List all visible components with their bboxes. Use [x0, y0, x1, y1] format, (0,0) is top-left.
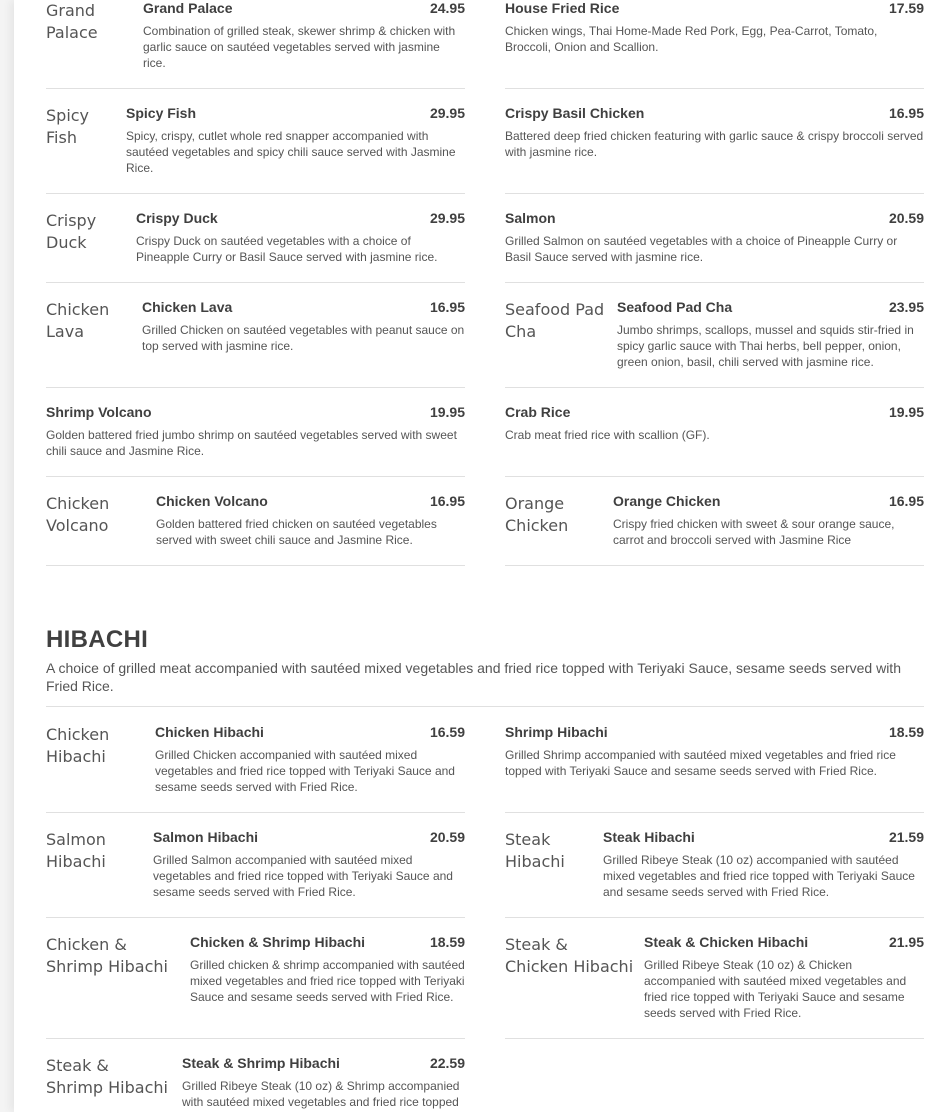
menu-item[interactable]	[46, 299, 465, 388]
dish-description: Grilled Ribeye Steak (10 oz) & Shrimp accompanied with sautéed mixed vegetables and fried rice topped	[182, 1079, 460, 1109]
dish-name: Steak & Shrimp Hibachi	[182, 1055, 340, 1071]
dish-price: 29.95	[429, 210, 465, 226]
dish-price: 20.59	[888, 210, 924, 226]
dish-name: Orange Chicken	[613, 493, 721, 509]
dish-price: 29.95	[429, 105, 465, 121]
dish-image: Crispy Duck	[46, 211, 97, 252]
dish-name: Steak Hibachi	[603, 829, 695, 845]
menu-item[interactable]	[505, 0, 924, 89]
dish-name: Spicy Fish	[126, 105, 197, 121]
dish-description: Combination of grilled steak, skewer shrimp & chicken with garlic sauce on sautéed vegetables served with jasmine rice.	[143, 24, 456, 70]
menu-item[interactable]	[46, 934, 465, 1039]
dish-image: Grand Palace	[46, 1, 98, 42]
menu-item[interactable]	[505, 105, 924, 194]
dish-name: Steak & Chicken Hibachi	[644, 934, 809, 950]
menu-item[interactable]	[505, 493, 924, 566]
dish-description: Crispy Duck on sautéed vegetables with a choice of Pineapple Curry or Basil Sauce served with jasmine rice.	[136, 234, 438, 264]
menu-item[interactable]	[46, 105, 465, 194]
dish-description: Chicken wings, Thai Home-Made Red Pork, Egg, Pea-Carrot, Tomato, Broccoli, Onion and Scallion.	[505, 24, 878, 54]
dish-image: Steak & Shrimp Hibachi	[46, 1056, 168, 1097]
dish-image: Seafood Pad Cha	[505, 300, 605, 341]
dish-description: Golden battered fried jumbo shrimp on sautéed vegetables served with sweet chili sauce and Jasmine Rice.	[46, 428, 457, 458]
dish-description: Grilled Ribeye Steak (10 oz) & Chicken accompanied with sautéed mixed vegetables and fried rice topped with Teriyaki Sauce and sesame seeds served with Fried Rice.	[644, 958, 907, 1020]
menu-item[interactable]	[46, 210, 465, 283]
dish-name: Grand Palace	[143, 0, 233, 16]
menu-item[interactable]	[46, 404, 465, 477]
dish-name: Shrimp Hibachi	[505, 724, 608, 740]
dish-name: House Fried Rice	[505, 0, 620, 16]
dish-name: Chicken Hibachi	[155, 724, 264, 740]
dish-description: Grilled Chicken accompanied with sautéed mixed vegetables and fried rice topped with Teriyaki Sauce and sesame seeds served with Fried Rice.	[155, 748, 455, 794]
dish-image: Steak & Chicken Hibachi	[505, 935, 634, 976]
dish-price: 21.95	[888, 934, 924, 950]
menu-item[interactable]	[46, 1055, 465, 1112]
dish-image: Steak Hibachi	[505, 830, 565, 871]
dish-name: Salmon	[505, 210, 556, 226]
menu-item[interactable]	[505, 724, 924, 813]
dish-price: 19.95	[429, 404, 465, 420]
dish-description: Grilled Salmon accompanied with sautéed mixed vegetables and fried rice topped with Teriyaki Sauce and sesame seeds served with Fried Rice.	[153, 853, 453, 899]
menu-item[interactable]	[46, 724, 465, 813]
dish-price: 16.95	[888, 105, 924, 121]
menu-item[interactable]	[505, 934, 924, 1039]
dish-name: Chicken & Shrimp Hibachi	[190, 934, 366, 950]
dish-name: Salmon Hibachi	[153, 829, 259, 845]
dish-description: Grilled Salmon on sautéed vegetables with a choice of Pineapple Curry or Basil Sauce served with jasmine rice.	[505, 234, 898, 264]
dish-name: Shrimp Volcano	[46, 404, 152, 420]
dish-price: 20.59	[429, 829, 465, 845]
dish-price: 21.59	[888, 829, 924, 845]
menu-page	[14, 0, 950, 1112]
dish-image: Chicken & Shrimp Hibachi	[46, 935, 168, 976]
menu-item[interactable]	[46, 829, 465, 918]
dish-name: Crispy Duck	[136, 210, 218, 226]
dish-image: Spicy Fish	[46, 106, 90, 147]
menu-item[interactable]	[505, 210, 924, 283]
dish-description: Grilled chicken & shrimp accompanied with sautéed mixed vegetables and fried rice topped with Teriyaki Sauce and sesame seeds served with Fried Rice.	[190, 958, 465, 1004]
dish-price: 22.59	[429, 1055, 465, 1071]
dish-price: 16.59	[429, 724, 465, 740]
dish-description: Spicy, crispy, cutlet whole red snapper accompanied with sautéed vegetables and spicy chili sauce served with Jasmine Rice.	[126, 129, 456, 175]
dish-price: 18.59	[888, 724, 924, 740]
dish-name: Chicken Lava	[142, 299, 233, 315]
dish-description: Grilled Ribeye Steak (10 oz) accompanied with sautéed mixed vegetables and fried rice topped with Teriyaki Sauce and sesame seeds served with Fried Rice.	[603, 853, 915, 899]
dish-image: Chicken Hibachi	[46, 725, 110, 766]
dish-price: 16.95	[429, 493, 465, 509]
dish-image: Chicken Lava	[46, 300, 110, 341]
dish-price: 19.95	[888, 404, 924, 420]
dish-price: 18.59	[429, 934, 465, 950]
dish-price: 17.59	[888, 0, 924, 16]
dish-description: Jumbo shrimps, scallops, mussel and squids stir-fried in spicy garlic sauce with Thai herbs, bell pepper, onion, green onion, basil, chili served with jasmine rice.	[617, 323, 914, 369]
dish-image: Chicken Volcano	[46, 494, 110, 535]
divider	[46, 706, 924, 707]
dish-description: Grilled Shrimp accompanied with sautéed mixed vegetables and fried rice topped with Teriyaki Sauce and sesame seeds served with Fried Rice.	[505, 748, 896, 778]
dish-description: Grilled Chicken on sautéed vegetables with peanut sauce on top served with jasmine rice.	[142, 323, 465, 353]
dish-name: Seafood Pad Cha	[617, 299, 733, 315]
menu-item[interactable]	[505, 404, 924, 477]
dish-image: Orange Chicken	[505, 494, 569, 535]
menu-item[interactable]	[505, 299, 924, 388]
menu-item[interactable]	[46, 493, 465, 566]
dish-description: Crab meat fried rice with scallion (GF).	[505, 428, 710, 442]
menu-item[interactable]	[46, 0, 465, 89]
section-description: A choice of grilled meat accompanied with sautéed mixed vegetables and fried rice topped with Teriyaki Sauce, sesame seeds served with Fried Rice.	[46, 660, 901, 694]
dish-price: 24.95	[429, 0, 465, 16]
dish-name: Chicken Volcano	[156, 493, 268, 509]
dish-description: Golden battered fried chicken on sautéed vegetables served with sweet chili sauce and Jasmine Rice.	[156, 517, 437, 547]
menu-item[interactable]	[505, 829, 924, 918]
section-title: HIBACHI	[46, 626, 149, 653]
dish-name: Crab Rice	[505, 404, 571, 420]
dish-description: Crispy fried chicken with sweet & sour orange sauce, carrot and broccoli served with Jasmine Rice	[613, 517, 895, 547]
dish-price: 16.95	[888, 493, 924, 509]
dish-image: Salmon Hibachi	[46, 830, 106, 871]
dish-price: 16.95	[429, 299, 465, 315]
dish-description: Battered deep fried chicken featuring with garlic sauce & crispy broccoli served with jasmine rice.	[505, 129, 924, 159]
dish-price: 23.95	[888, 299, 924, 315]
dish-name: Crispy Basil Chicken	[505, 105, 645, 121]
